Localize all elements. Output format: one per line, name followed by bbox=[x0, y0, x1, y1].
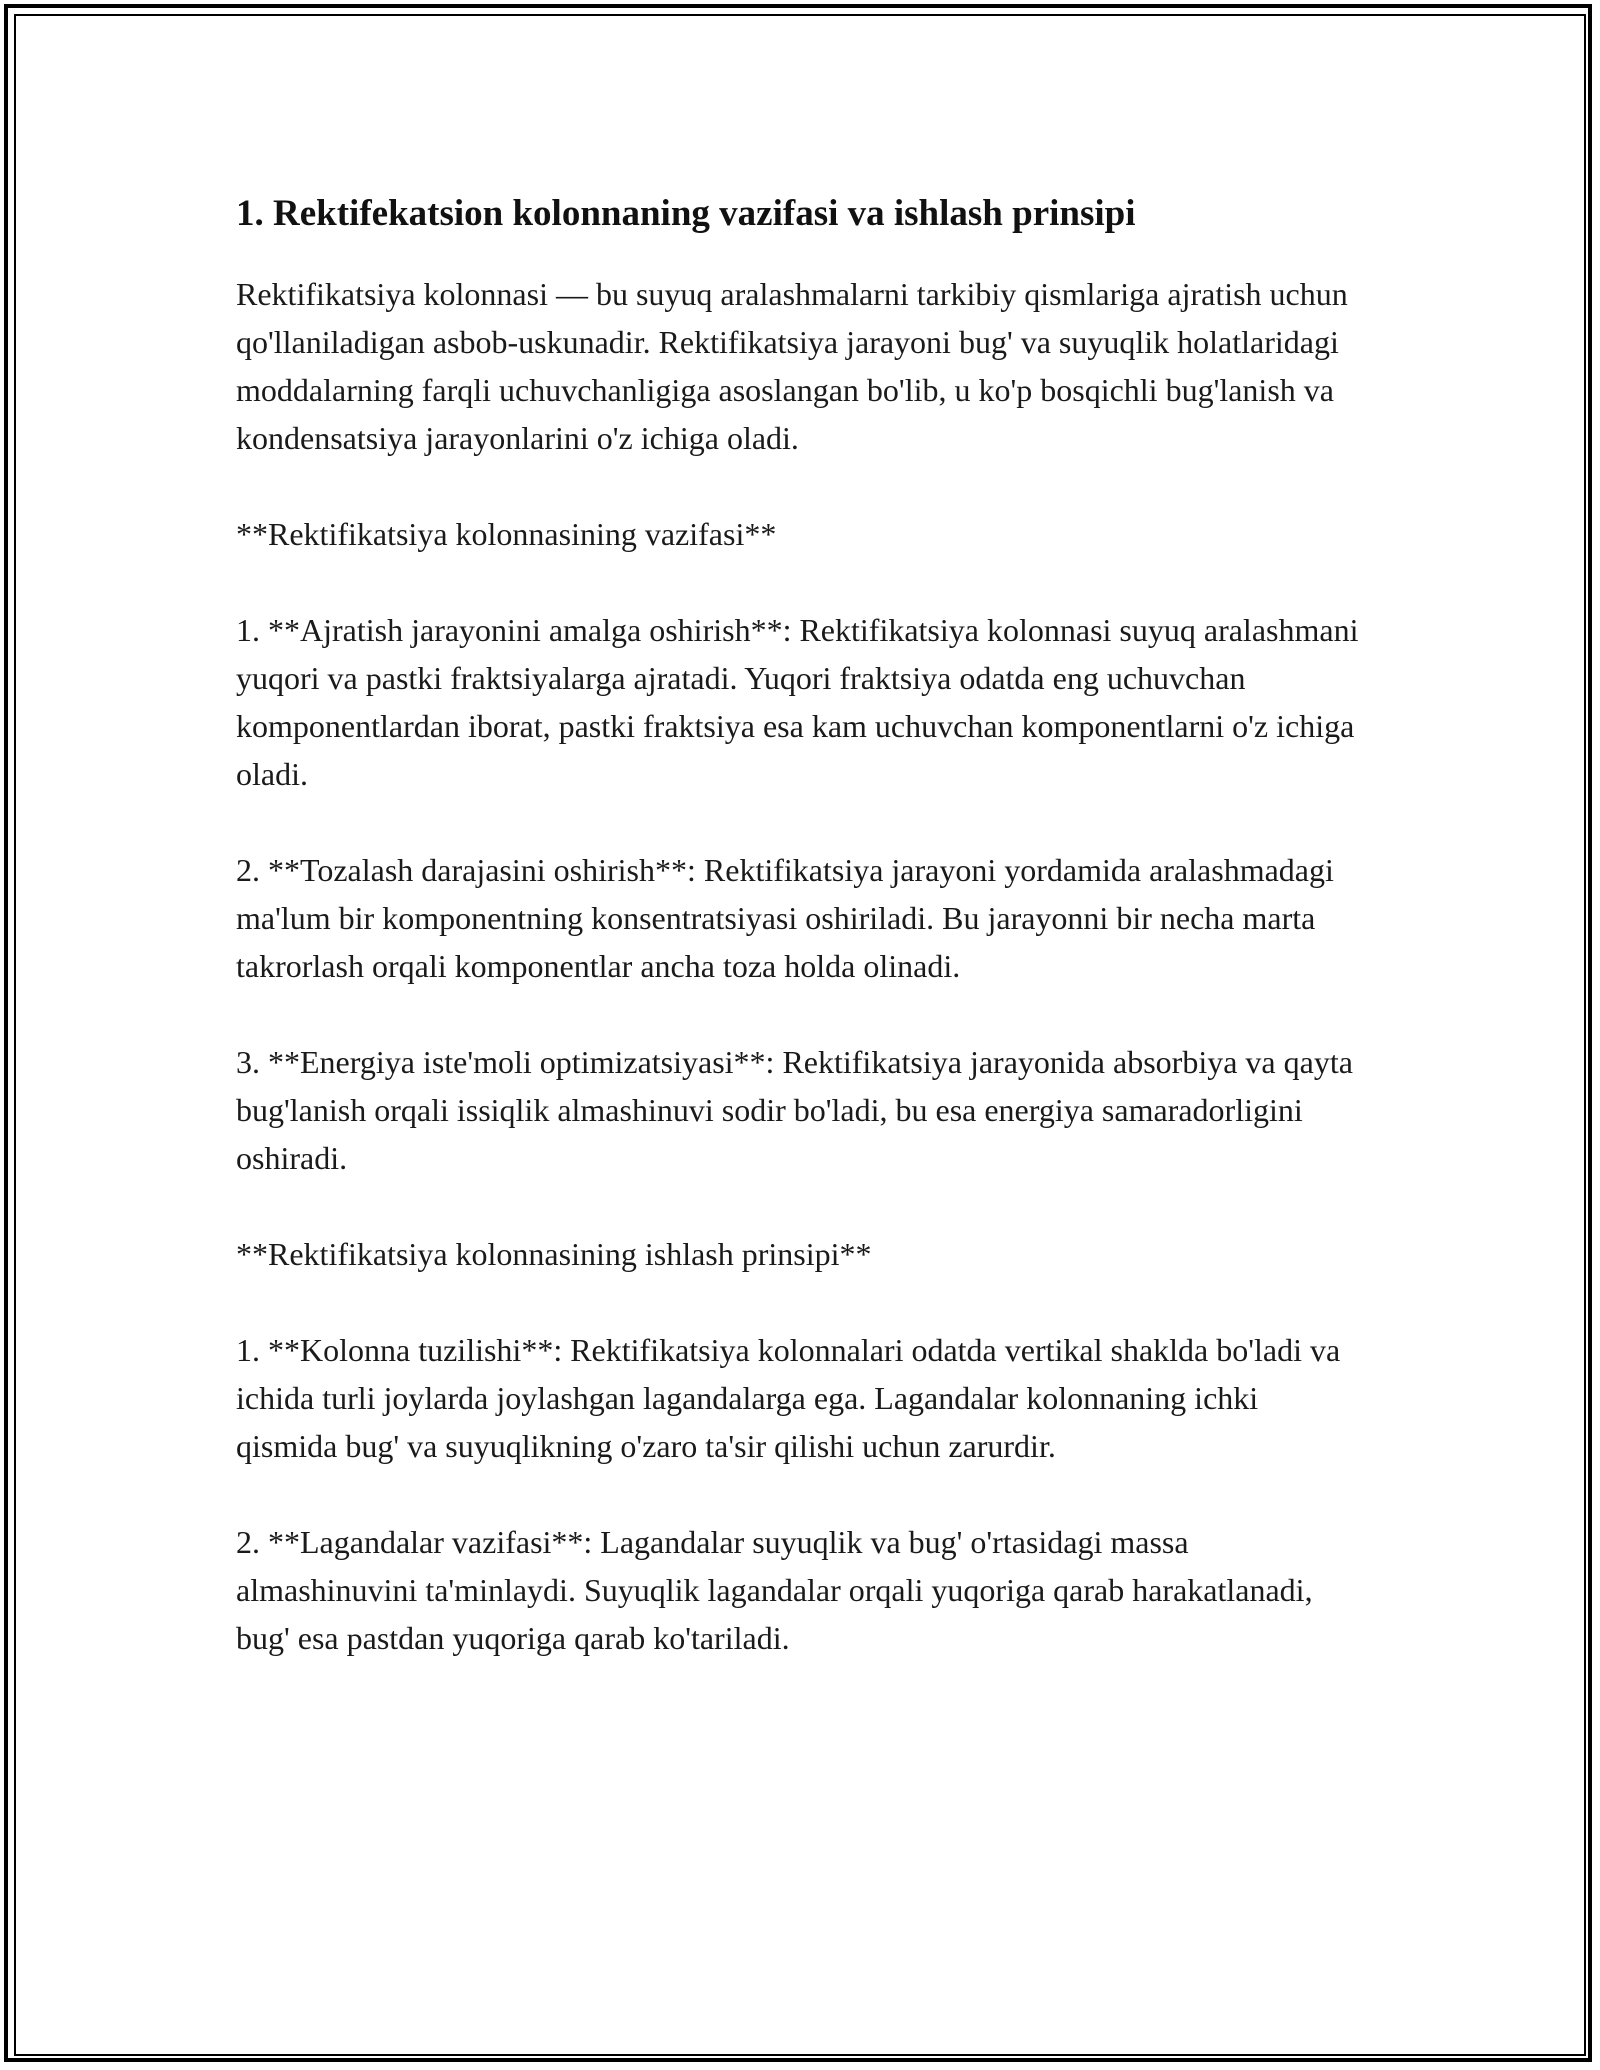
intro-paragraph: Rektifikatsiya kolonnasi — bu suyuq aralashmalarni tarkibiy qismlariga ajratish uchun qo'llaniladigan asbob-uskunadir. Rektifikatsiya jarayoni bug' va suyuqlik holatlaridagi moddalarning farqli uchuvchanligiga asoslangan bo'lib, u ko'p bosqichli bug'lanish va kondensatsiya jarayonlarini o'z ichiga oladi. bbox=[236, 276, 1348, 456]
list-item-1: 1. **Ajratish jarayonini amalga oshirish**: Rektifikatsiya kolonnasi suyuq aralashmani yuqori va pastki fraktsiyalarga ajratadi. Yuqori fraktsiya odatda eng uchuvchan komponentlardan iborat, pastki fraktsiya esa kam uchuvchan komponentlarni o'z ichiga oladi. bbox=[236, 612, 1359, 792]
list-item-2: 2. **Tozalash darajasini oshirish**: Rektifikatsiya jarayoni yordamida aralashmadagi ma'lum bir komponentning konsentratsiyasi oshiriladi. Bu jarayonni bir necha marta takrorlash orqali komponentlar ancha toza holda olinadi. bbox=[236, 852, 1334, 984]
list-item-4: 1. **Kolonna tuzilishi**: Rektifikatsiya kolonnalari odatda vertikal shaklda bo'ladi va ichida turli joylarda joylashgan lagandalarga ega. Lagandalar kolonnaning ichki qismida bug' va suyuqlikning o'zaro ta'sir qilishi uchun zarurdir. bbox=[236, 1332, 1341, 1464]
list-item-3: 3. **Energiya iste'moli optimizatsiyasi**: Rektifikatsiya jarayonida absorbiya va qayta bug'lanish orqali issiqlik almashinuvi sodir bo'ladi, bu esa energiya samaradorligini oshiradi. bbox=[236, 1044, 1353, 1176]
document-title: 1. Rektifekatsion kolonnaning vazifasi va ishlash prinsipi bbox=[236, 193, 1136, 234]
section-heading-prinsipi: **Rektifikatsiya kolonnasining ishlash prinsipi** bbox=[236, 1236, 872, 1272]
document-body bbox=[236, 188, 1366, 1710]
list-item-5: 2. **Lagandalar vazifasi**: Lagandalar suyuqlik va bug' o'rtasidagi massa almashinuvini ta'minlaydi. Suyuqlik lagandalar orqali yuqoriga qarab harakatlanadi, bug' esa pastdan yuqoriga qarab ko'tariladi. bbox=[236, 1524, 1313, 1656]
section-heading-vazifasi: **Rektifikatsiya kolonnasining vazifasi** bbox=[236, 516, 777, 552]
